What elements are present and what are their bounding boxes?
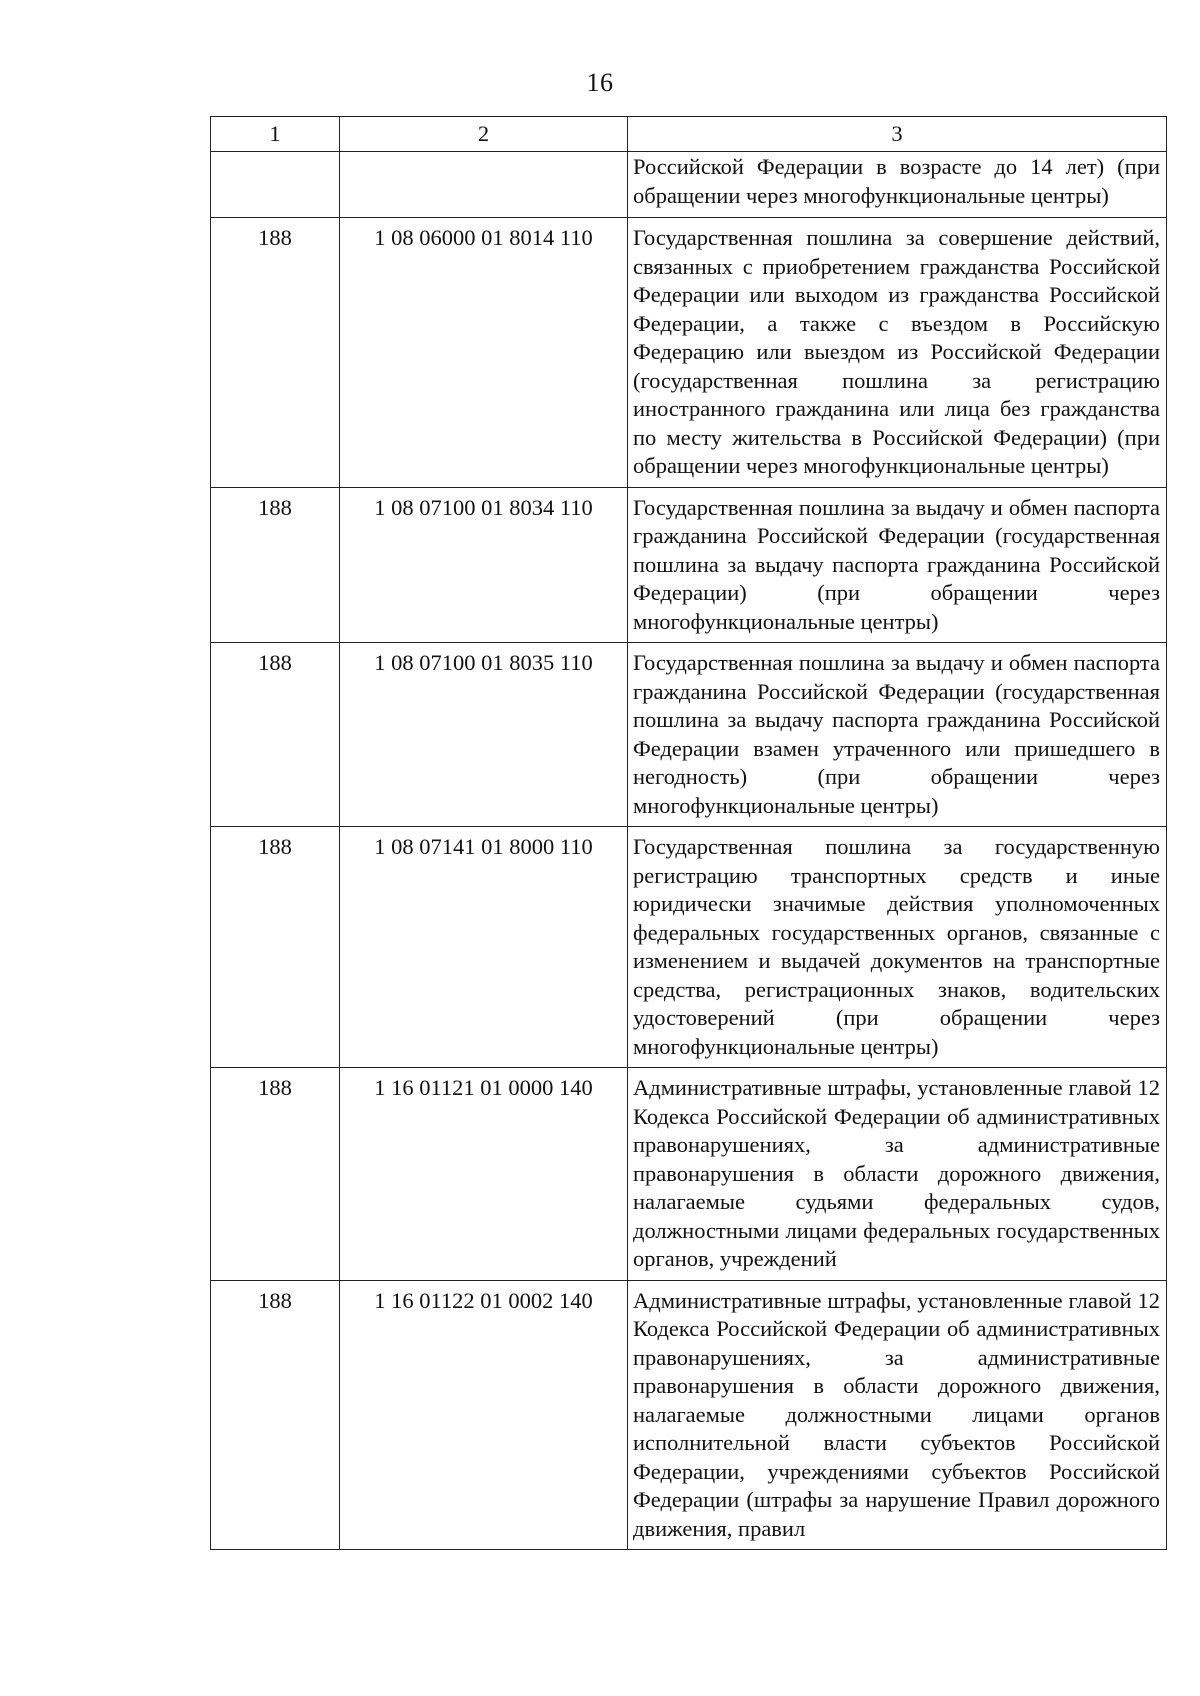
admin-code-cell: 188 <box>211 643 340 827</box>
description-cell: Административные штрафы, установленные главой 12 Кодекса Российской Федерации об административных правонарушениях, за административные правонарушения в области дорожного движения, налагаемые должностными лицами органов исполнительной власти субъектов Российской Федерации, учреждениями субъектов Российской Федерации (штрафы за нарушение Правил дорожного движения, правил <box>628 1280 1167 1550</box>
budget-code-cell: 1 08 07100 01 8034 110 <box>340 487 628 643</box>
admin-code-cell <box>211 152 340 218</box>
admin-code-cell: 188 <box>211 1280 340 1550</box>
description-cell: Государственная пошлина за государственную регистрацию транспортных средств и иные юридически значимые действия уполномоченных федеральных государственных органов, связанные с изменением и выдачей документов на транспортные средства, регистрационных знаков, водительских удостоверений (при обращении через многофункциональные центры) <box>628 827 1167 1068</box>
budget-code-cell <box>340 152 628 218</box>
column-header-3: 3 <box>628 117 1167 152</box>
table-row <box>211 487 1167 643</box>
admin-code-cell: 188 <box>211 827 340 1068</box>
table-row <box>211 1280 1167 1550</box>
budget-code-cell: 1 08 07141 01 8000 110 <box>340 827 628 1068</box>
table-row <box>211 1068 1167 1281</box>
table-row-continuation <box>211 152 1167 218</box>
table-header-row <box>211 117 1167 152</box>
table-row <box>211 218 1167 488</box>
description-cell: Государственная пошлина за совершение действий, связанных с приобретением гражданства Российской Федерации или выходом из гражданства Российской Федерации, а также с въездом в Российскую Федерацию или выездом из Российской Федерации (государственная пошлина за регистрацию иностранного гражданина или лица без гражданства по месту жительства в Российской Федерации) (при обращении через многофункциональные центры) <box>628 218 1167 488</box>
description-cell: Административные штрафы, установленные главой 12 Кодекса Российской Федерации об административных правонарушениях, за административные правонарушения в области дорожного движения, налагаемые судьями федеральных судов, должностными лицами федеральных государственных органов, учреждений <box>628 1068 1167 1281</box>
admin-code-cell: 188 <box>211 487 340 643</box>
description-cell: Российской Федерации в возрасте до 14 лет) (при обращении через многофункциональные центры) <box>628 152 1167 218</box>
budget-code-cell: 1 16 01121 01 0000 140 <box>340 1068 628 1281</box>
budget-code-cell: 1 08 06000 01 8014 110 <box>340 218 628 488</box>
table-row <box>211 643 1167 827</box>
description-cell: Государственная пошлина за выдачу и обмен паспорта гражданина Российской Федерации (государственная пошлина за выдачу паспорта гражданина Российской Федерации) (при обращении через многофункциональные центры) <box>628 487 1167 643</box>
budget-code-cell: 1 16 01122 01 0002 140 <box>340 1280 628 1550</box>
revenue-codes-table <box>210 116 1167 1550</box>
column-header-1: 1 <box>211 117 340 152</box>
page-number: 16 <box>586 68 614 97</box>
admin-code-cell: 188 <box>211 218 340 488</box>
description-cell: Государственная пошлина за выдачу и обмен паспорта гражданина Российской Федерации (государственная пошлина за выдачу паспорта гражданина Российской Федерации взамен утраченного или пришедшего в негодность) (при обращении через многофункциональные центры) <box>628 643 1167 827</box>
column-header-2: 2 <box>340 117 628 152</box>
admin-code-cell: 188 <box>211 1068 340 1281</box>
budget-code-cell: 1 08 07100 01 8035 110 <box>340 643 628 827</box>
table-row <box>211 827 1167 1068</box>
